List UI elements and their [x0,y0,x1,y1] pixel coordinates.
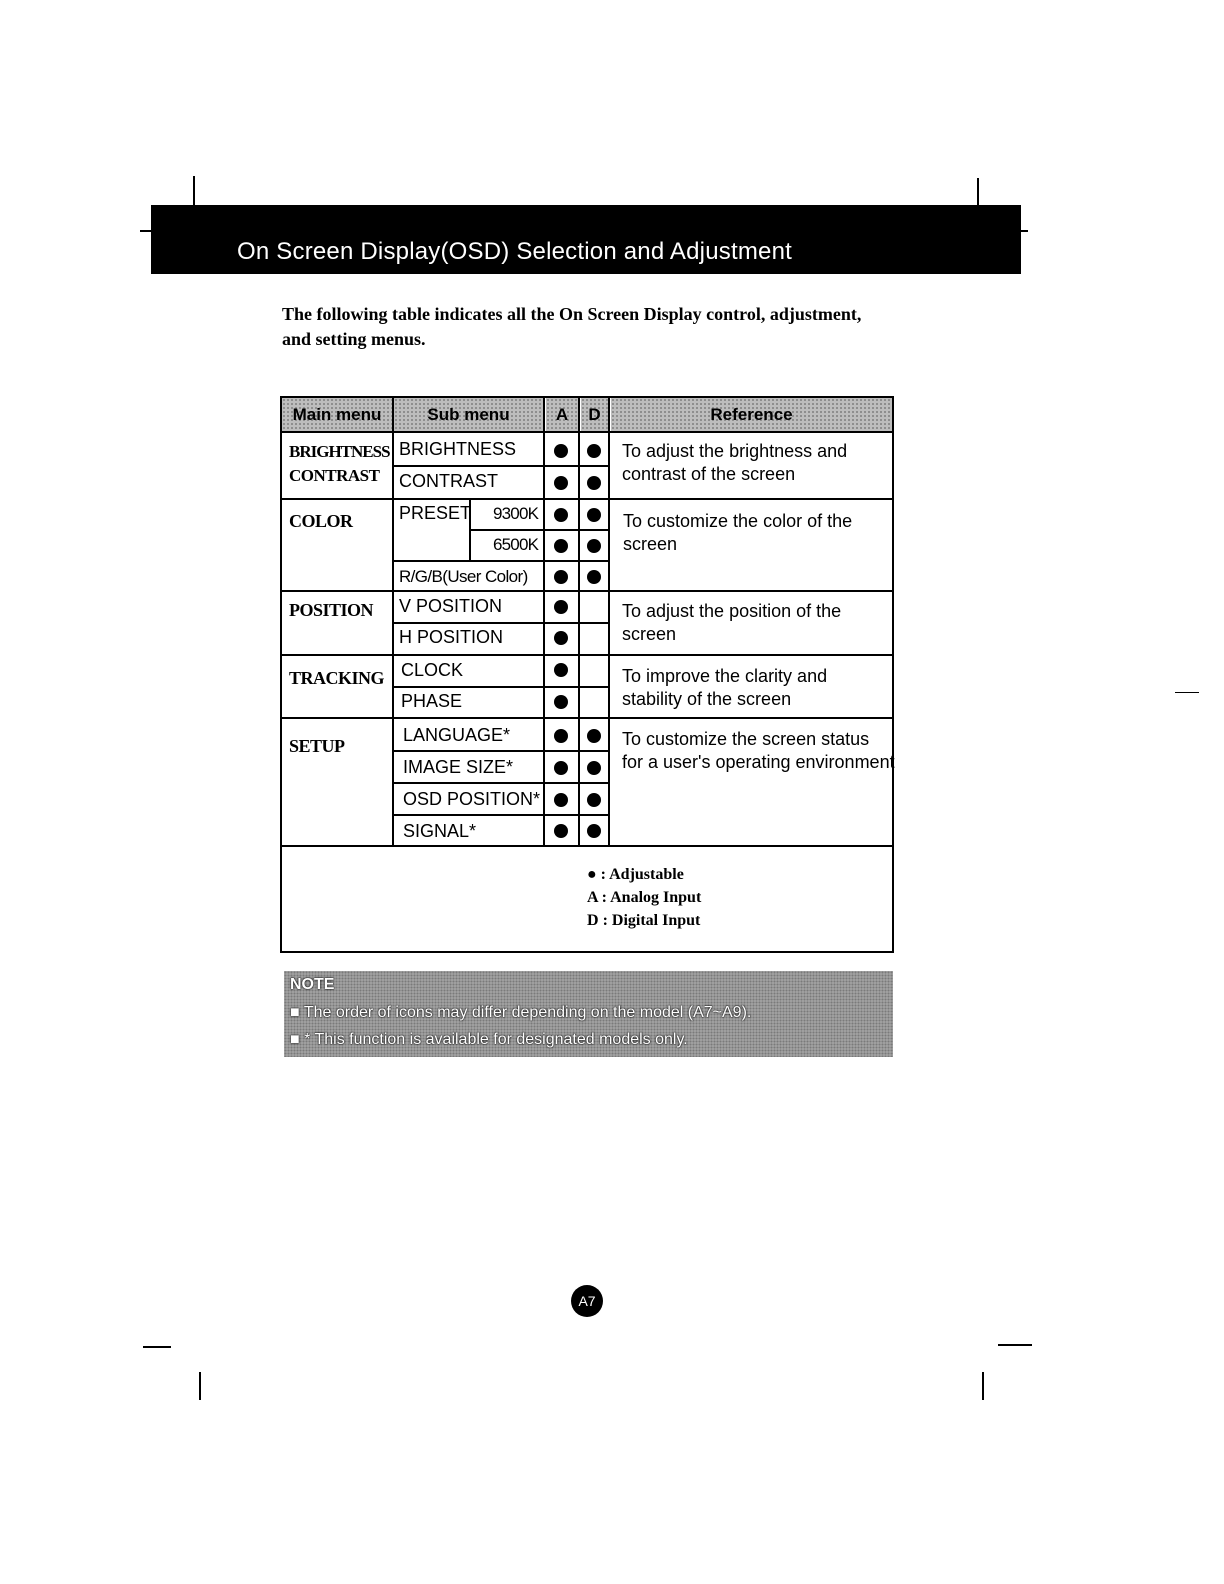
sub-menu-item: H POSITION [399,627,504,647]
crop-mark [998,1344,1032,1346]
sub-menu-item: 6500K [493,535,539,554]
main-menu-color: COLOR [289,511,353,531]
intro-line-2: and setting menus. [282,329,426,349]
adjustable-dot [587,729,601,743]
grid-line [392,814,610,816]
reference-text: To adjust the brightness and [622,441,848,461]
adjustable-dot [554,729,568,743]
crop-mark [1020,230,1028,232]
header-main-menu: Main menu [282,398,392,431]
legend-item: D : Digital Input [587,912,701,929]
grid-line [282,498,893,500]
grid-line [392,782,610,784]
note-box [284,971,893,1057]
grid-line [392,750,610,752]
reference-text: screen [623,534,678,554]
reference-text: stability of the screen [622,689,792,709]
adjustable-dot [554,600,568,614]
grid-line [392,465,610,467]
crop-mark [199,1372,201,1400]
adjustable-dot [587,570,601,584]
intro-line-1: The following table indicates all the On Screen Display control, adjustment, [282,304,862,324]
reference-text: screen [622,624,677,644]
sub-menu-item: R/G/B(User Color) [399,567,528,586]
grid-line [392,622,610,624]
sub-menu-item: CLOCK [401,660,464,680]
adjustable-dot [554,508,568,522]
header-analog: A [546,398,578,431]
note-line: ■ The order of icons may differ depending on the model (A7~A9). [290,1004,752,1021]
note-line: ■ * This function is available for designated models only. [290,1031,688,1048]
sub-menu-item: PHASE [401,691,463,711]
sub-menu-item: BRIGHTNESS [399,439,517,459]
header-reference: Reference [611,398,892,431]
intro-text [282,302,902,352]
note-title: NOTE [290,976,335,993]
grid-line [392,686,610,688]
sub-menu-item: LANGUAGE* [403,725,511,745]
adjustable-dot [587,793,601,807]
main-menu-tracking: TRACKING [289,668,385,688]
reference-text: To customize the screen status [622,729,870,749]
reference-text: for a user's operating environment [622,752,895,772]
header-sub-menu: Sub menu [394,398,543,431]
preset-label: PRESET [399,503,472,523]
adjustable-dot [587,539,601,553]
page-title: On Screen Display(OSD) Selection and Adjustment [237,238,792,265]
sub-menu-item: SIGNAL* [403,821,477,841]
adjustable-dot [587,508,601,522]
grid-line [392,560,610,562]
grid-line [282,590,893,592]
header-digital: D [581,398,608,431]
main-menu-position: POSITION [289,600,374,620]
grid-line [282,717,893,719]
crop-mark [977,178,979,206]
reference-text: To customize the color of the [623,511,853,531]
header-bar [151,205,1021,274]
grid-line [469,529,610,531]
crop-mark [982,1372,984,1400]
adjustable-dot [587,824,601,838]
reference-text: To improve the clarity and [622,666,828,686]
crop-mark [193,176,195,206]
adjustable-dot [554,695,568,709]
grid-line [282,431,893,433]
grid-line [282,845,893,847]
adjustable-dot [587,761,601,775]
adjustable-dot [554,761,568,775]
adjustable-dot [554,663,568,677]
sub-menu-item: OSD POSITION* [403,789,541,809]
sub-menu-item: CONTRAST [399,471,498,491]
crop-mark [1175,692,1199,693]
crop-mark [143,1346,171,1348]
sub-menu-item: 9300K [493,504,539,523]
page-number: A7 [571,1285,603,1317]
sub-menu-item: IMAGE SIZE* [403,757,514,777]
grid-line [282,654,893,656]
adjustable-dot [587,444,601,458]
legend-item: ● : Adjustable [587,866,684,883]
reference-text: contrast of the screen [622,464,796,484]
adjustable-dot [587,476,601,490]
adjustable-dot [554,824,568,838]
adjustable-dot-icon: ● [587,866,597,883]
adjustable-dot [554,539,568,553]
adjustable-dot [554,793,568,807]
main-menu-brightness: BRIGHTNESS [289,442,390,461]
legend-item: A : Analog Input [587,889,702,906]
adjustable-dot [554,444,568,458]
reference-text: To adjust the position of the [622,601,842,621]
adjustable-dot [554,631,568,645]
adjustable-dot [554,570,568,584]
main-menu-contrast: CONTRAST [289,466,380,485]
main-menu-setup: SETUP [289,736,345,756]
adjustable-dot [554,476,568,490]
sub-menu-item: V POSITION [399,596,503,616]
